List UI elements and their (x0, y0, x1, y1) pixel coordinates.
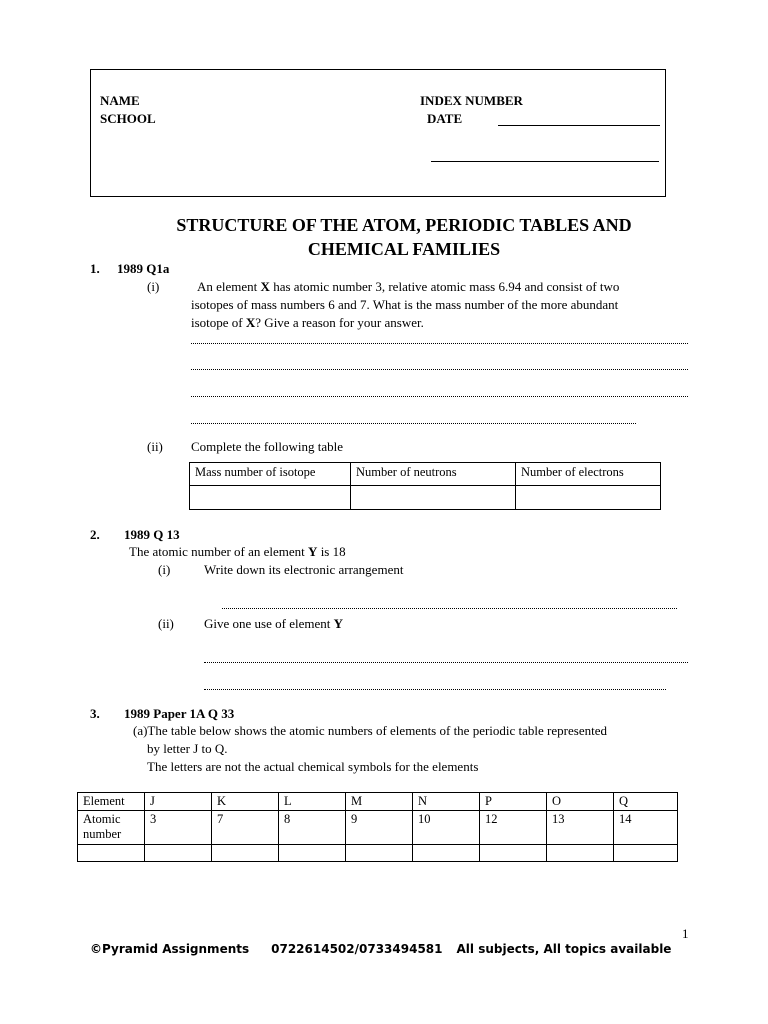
table-header: Number of electrons (516, 463, 661, 486)
index-number-label: INDEX NUMBER (420, 93, 523, 108)
page-title: STRUCTURE OF THE ATOM, PERIODIC TABLES AND CHEMICAL FAMILIES (176, 215, 632, 259)
table-cell-input[interactable] (78, 845, 145, 862)
q1-ref: 1989 Q1a (117, 261, 170, 276)
table-cell-input[interactable] (547, 845, 614, 862)
q3-number: 3. (90, 706, 100, 721)
element-letter: J (145, 793, 212, 811)
q3-ref: 1989 Paper 1A Q 33 (124, 706, 235, 721)
date-field-line[interactable] (498, 125, 660, 126)
element-letter: Q (614, 793, 678, 811)
atomic-number-value: 9 (346, 811, 413, 845)
atomic-number-value: 12 (480, 811, 547, 845)
q1-part-ii-label: (ii) (147, 439, 163, 454)
page-number: 1 (682, 926, 689, 941)
table-cell-input[interactable] (413, 845, 480, 862)
atomic-number-value: 13 (547, 811, 614, 845)
atomic-number-table (77, 792, 678, 862)
q2-part-i-text: Write down its electronic arrangement (204, 562, 404, 577)
answer-line[interactable] (204, 689, 666, 690)
table-cell-input[interactable] (279, 845, 346, 862)
element-letter: M (346, 793, 413, 811)
table-cell-input[interactable] (351, 486, 516, 510)
table-cell-input[interactable] (516, 486, 661, 510)
extra-field-line[interactable] (431, 161, 659, 162)
q2-ref: 1989 Q 13 (124, 527, 180, 542)
table-cell-input[interactable] (614, 845, 678, 862)
atomic-number-value: 10 (413, 811, 480, 845)
isotope-table (189, 462, 661, 510)
answer-line[interactable] (191, 343, 688, 344)
header-box (90, 69, 666, 197)
footer-phones: 0722614502/0733494581 (271, 942, 443, 956)
table-cell-input[interactable] (480, 845, 547, 862)
table-header: Number of neutrons (351, 463, 516, 486)
atomic-number-value: 8 (279, 811, 346, 845)
row-label-element: Element (78, 793, 145, 811)
table-cell-input[interactable] (212, 845, 279, 862)
footer-brand: ©Pyramid Assignments (90, 942, 250, 956)
answer-line[interactable] (222, 608, 677, 609)
row-label-atomic-number: Atomic number (78, 811, 145, 845)
q2-intro: The atomic number of an element Y is 18 (129, 544, 346, 559)
answer-line[interactable] (191, 423, 636, 424)
footer-tagline: All subjects, All topics available (456, 942, 672, 956)
q1-part-i-line2: isotopes of mass numbers 6 and 7. What is the mass number of the more abundant (191, 297, 619, 312)
atomic-number-value: 3 (145, 811, 212, 845)
q3-a-line3: The letters are not the actual chemical symbols for the elements (147, 759, 479, 774)
atomic-number-value: 7 (212, 811, 279, 845)
q2-part-ii-text: Give one use of element Y (204, 616, 343, 631)
element-letter: P (480, 793, 547, 811)
q3-a-line2: by letter J to Q. (147, 741, 228, 756)
q1-number: 1. (90, 261, 100, 276)
answer-line[interactable] (191, 396, 688, 397)
table-cell-input[interactable] (346, 845, 413, 862)
table-header: Mass number of isotope (190, 463, 351, 486)
school-label: SCHOOL (100, 111, 156, 126)
table-cell-input[interactable] (190, 486, 351, 510)
name-label: NAME (100, 93, 140, 108)
element-letter: N (413, 793, 480, 811)
date-label: DATE (427, 111, 463, 126)
element-letter: O (547, 793, 614, 811)
q2-part-i-label: (i) (158, 562, 171, 577)
q1-part-i-line1: An element X has atomic number 3, relative atomic mass 6.94 and consist of two (197, 279, 620, 294)
element-letter: L (279, 793, 346, 811)
q2-number: 2. (90, 527, 100, 542)
atomic-number-value: 14 (614, 811, 678, 845)
table-cell-input[interactable] (145, 845, 212, 862)
q1-part-i-label: (i) (147, 279, 160, 294)
footer (90, 942, 671, 956)
q2-part-ii-label: (ii) (158, 616, 174, 631)
answer-line[interactable] (191, 369, 688, 370)
q1-part-ii-text: Complete the following table (191, 439, 343, 454)
q1-part-i-line3: isotope of X? Give a reason for your answer. (191, 315, 424, 330)
element-letter: K (212, 793, 279, 811)
q3-a-line1: (a)The table below shows the atomic numbers of elements of the periodic table represented (133, 723, 607, 738)
answer-line[interactable] (204, 662, 688, 663)
